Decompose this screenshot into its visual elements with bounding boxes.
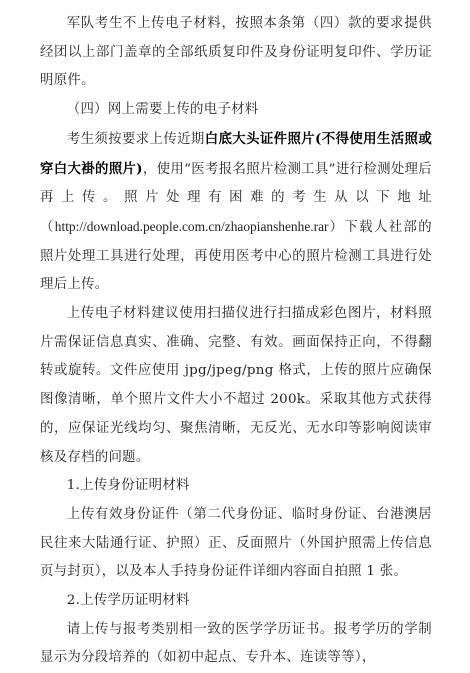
paragraph-military-candidates: 军队考生不上传电子材料，按照本条第（四）款的要求提供经团以上部门盖章的全部纸质复印件及身份证明复印件、学历证明原件。 <box>40 16 432 89</box>
photo-tool-text: ，使用“医考报名照片检测工具”进行检测处理后再上传。照片处理有困难的考生从以下地址（ <box>40 161 432 235</box>
paragraph-upload-guidelines: 上传电子材料建议使用扫描仪进行扫描成彩色图片，材料照片需保证信息真实、准确、完整、有效。画面保持正向，不得翻转或旋转。文件应使用 jpg/jpeg/png 格式，上传的照片应确保图像清晰，单个照片文件大小不超过 200k。采取其他方式获得的，应保证光线均匀、聚焦清晰，无反光、无水印等影响阅读审核及存档的问题。 <box>40 306 432 465</box>
section-heading-electronic-materials: （四）网上需要上传的电子材料 <box>66 102 259 118</box>
subheading-identity-materials: 1.上传身份证明材料 <box>66 478 190 494</box>
photo-intro-text: 考生须按要求上传近期 <box>66 131 205 147</box>
paragraph-photo-requirements <box>40 125 432 300</box>
paragraph-education-certificate: 请上传与报考类别相一致的医学学历证书。报考学历的学制显示为分段培养的（如初中起点、专升本、连读等等）， <box>40 621 432 666</box>
subheading-education-materials: 2.上传学历证明材料 <box>66 593 190 609</box>
photo-process-text: ）下载人社部的照片处理工具进行处理，再使用医考中心的照片检测工具进行处理后上传。 <box>40 219 432 293</box>
paragraph-identity-documents: 上传有效身份证件（第二代身份证、临时身份证、台港澳居民往来大陆通行证、护照）正、反面照片（外国护照需上传信息页与封页），以及本人手持身份证件详细内容面自拍照 1 张。 <box>40 506 432 580</box>
photo-requirement-bold: 白底大头证件照片(不得使用生活照或穿白大褂的照片) <box>40 130 433 177</box>
download-url: http://download.people.com.cn/zhaopianshenhe.rar <box>54 218 329 234</box>
